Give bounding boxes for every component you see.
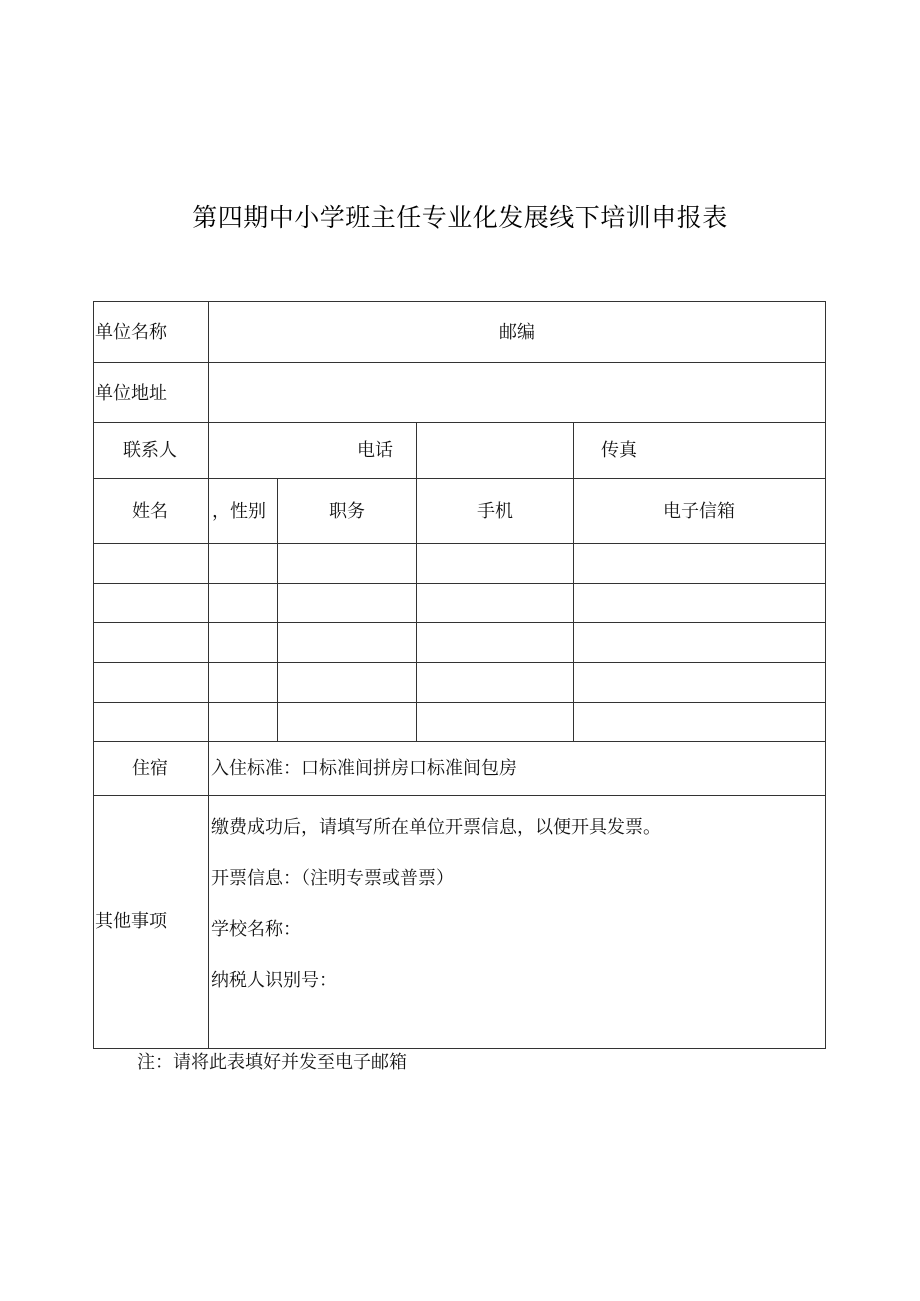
row-divider	[93, 741, 826, 742]
other-items-label: 其他事项	[95, 911, 167, 932]
form-title: 第四期中小学班主任专业化发展线下培训申报表	[192, 203, 728, 232]
taxpayer-id-line[interactable]: 纳税人识别号：	[211, 970, 337, 991]
school-name-line[interactable]: 学校名称：	[211, 919, 301, 940]
contact-label: 联系人	[123, 440, 177, 461]
participant-mobile-cell[interactable]	[417, 663, 573, 702]
participant-email-cell[interactable]	[574, 663, 825, 702]
participant-name-cell[interactable]	[94, 544, 208, 583]
column-header-email: 电子信箱	[663, 501, 735, 522]
participant-mobile-cell[interactable]	[417, 544, 573, 583]
participant-name-cell[interactable]	[94, 663, 208, 702]
participant-name-cell[interactable]	[94, 584, 208, 622]
contact-field[interactable]	[209, 423, 339, 478]
participant-position-cell[interactable]	[278, 663, 416, 702]
lodging-label: 住宿	[132, 758, 168, 779]
row-divider	[93, 478, 826, 479]
participant-email-cell[interactable]	[574, 703, 825, 741]
participant-name-cell[interactable]	[94, 703, 208, 741]
participant-mobile-cell[interactable]	[417, 584, 573, 622]
unit-address-label: 单位地址	[95, 383, 167, 404]
column-header-gender: ，性别	[212, 501, 266, 522]
phone-field[interactable]	[417, 423, 573, 478]
participant-gender-cell[interactable]	[209, 703, 277, 741]
invoice-info-line[interactable]: 开票信息：（注明专票或普票）	[211, 868, 454, 889]
row-divider	[93, 362, 208, 363]
participant-email-cell[interactable]	[574, 584, 825, 622]
participant-name-cell[interactable]	[94, 623, 208, 662]
participant-gender-cell[interactable]	[209, 623, 277, 662]
fax-field[interactable]	[650, 423, 825, 478]
participant-gender-cell[interactable]	[209, 584, 277, 622]
postal-code-field[interactable]	[560, 302, 825, 362]
participant-position-cell[interactable]	[278, 623, 416, 662]
unit-address-field[interactable]	[209, 363, 825, 422]
unit-name-label: 单位名称	[95, 322, 167, 343]
participant-email-cell[interactable]	[574, 544, 825, 583]
column-header-mobile: 手机	[477, 501, 513, 522]
postal-code-label: 邮编	[499, 322, 535, 343]
participant-email-cell[interactable]	[574, 623, 825, 662]
footnote: 注：请将此表填好并发至电子邮箱	[137, 1052, 407, 1073]
column-divider	[573, 422, 574, 478]
row-divider	[93, 795, 826, 796]
participant-gender-cell[interactable]	[209, 663, 277, 702]
participant-mobile-cell[interactable]	[417, 703, 573, 741]
participant-mobile-cell[interactable]	[417, 623, 573, 662]
lodging-options[interactable]: 入住标准：口标准间拼房口标准间包房	[211, 758, 517, 779]
column-header-position: 职务	[329, 501, 365, 522]
fax-label: 传真	[601, 440, 637, 461]
participant-position-cell[interactable]	[278, 584, 416, 622]
participant-position-cell[interactable]	[278, 544, 416, 583]
participant-gender-cell[interactable]	[209, 544, 277, 583]
unit-name-field[interactable]	[209, 302, 459, 362]
invoice-instruction: 缴费成功后，请填写所在单位开票信息，以便开具发票。	[211, 817, 661, 838]
participant-position-cell[interactable]	[278, 703, 416, 741]
phone-label: 电话	[357, 440, 393, 461]
column-header-name: 姓名	[132, 501, 168, 522]
